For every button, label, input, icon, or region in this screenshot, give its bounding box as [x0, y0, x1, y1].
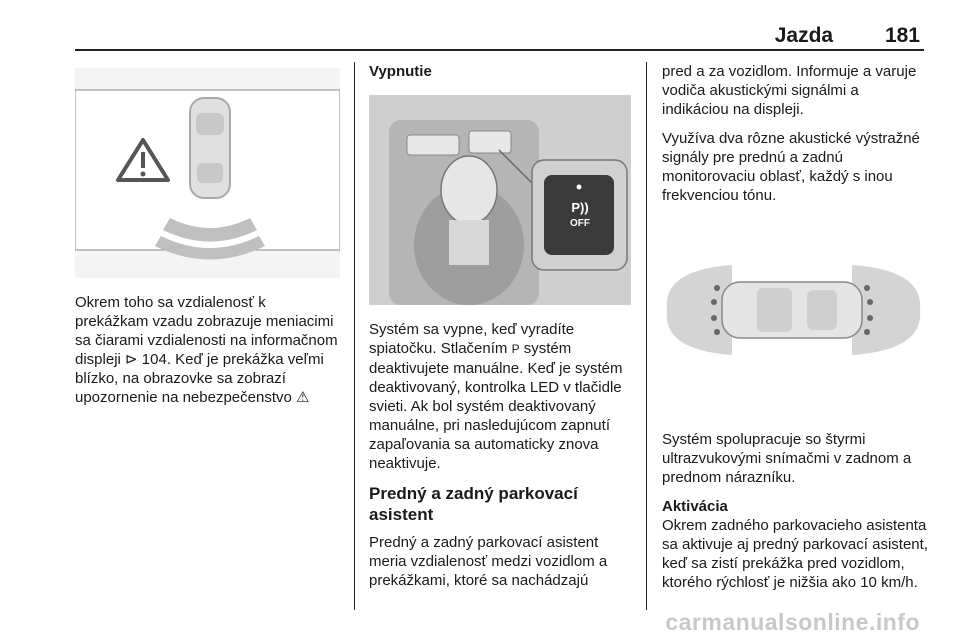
header-rule — [75, 49, 924, 51]
section-heading: Predný a zadný parkovací asistent — [369, 484, 578, 524]
park-assist-icon: P — [511, 342, 520, 356]
car-top-view-icon — [190, 98, 230, 198]
sensor-coverage-figure — [662, 210, 928, 415]
reference-arrow-icon: ⊳ — [125, 351, 138, 368]
rear-parking-display-figure — [75, 68, 340, 278]
body-paragraph: pred a za vozidlom. Informuje a varuje vodiča akustickými signálmi a indikáciou na displeji. — [662, 63, 917, 118]
body-paragraph: Využíva dva rôzne akustické výstražné signály pre prednú a zadnú monitorovaciu oblasť, každý s inou frekvenciou tónu. — [662, 130, 920, 204]
body-paragraph: Okrem toho sa vzdialenosť k prekážkam vzadu zobrazuje meniacimi sa čiarami vzdialenosti na informačnom displeji ⊳ 104. Keď je prekážka veľmi blízko, na obrazovke sa zobrazí upozornenie na nebezpečenstvo ⚠ — [75, 294, 338, 406]
page-reference: 104 — [141, 351, 167, 368]
park-assist-button-figure — [369, 95, 631, 305]
section-heading: Aktivácia — [662, 498, 728, 515]
page-number: 181 — [884, 24, 920, 47]
column-divider — [354, 62, 355, 610]
park-assist-off-icon: P)) OFF — [570, 200, 590, 229]
section-title: Jazda — [774, 24, 834, 47]
body-paragraph: Systém spolupracuje so štyrmi ultrazvukovými snímačmi v zadnom a prednom nárazníku. — [662, 431, 912, 486]
watermark: carmanualsonline.info — [665, 609, 920, 635]
body-paragraph: Okrem zadného parkovacieho asistenta sa aktivuje aj predný parkovací asistent, keď sa zistí prekážka pred vozidlom, ktorého rýchlosť je nižšia ako 10 km/h. — [662, 517, 928, 591]
body-paragraph: Predný a zadný parkovací asistent meria vzdialenosť medzi vozidlom a prekážkami, ktoré sa nachádzajú — [369, 534, 608, 589]
warning-icon: ⚠ — [296, 389, 310, 406]
body-paragraph: Systém sa vypne, keď vyradíte spiatočku. Stlačením P systém deaktivujete manuálne. Keď je systém deaktivovaný, kontrolka LED v tlačidle svieti. Ak bol systém deaktivovaný manuálne, pri nasledujúcom zapnutí zapaľovania sa automaticky znova neaktivuje. — [369, 321, 623, 472]
section-heading: Vypnutie — [369, 63, 432, 80]
page-header — [775, 24, 920, 48]
column-divider — [646, 62, 647, 610]
